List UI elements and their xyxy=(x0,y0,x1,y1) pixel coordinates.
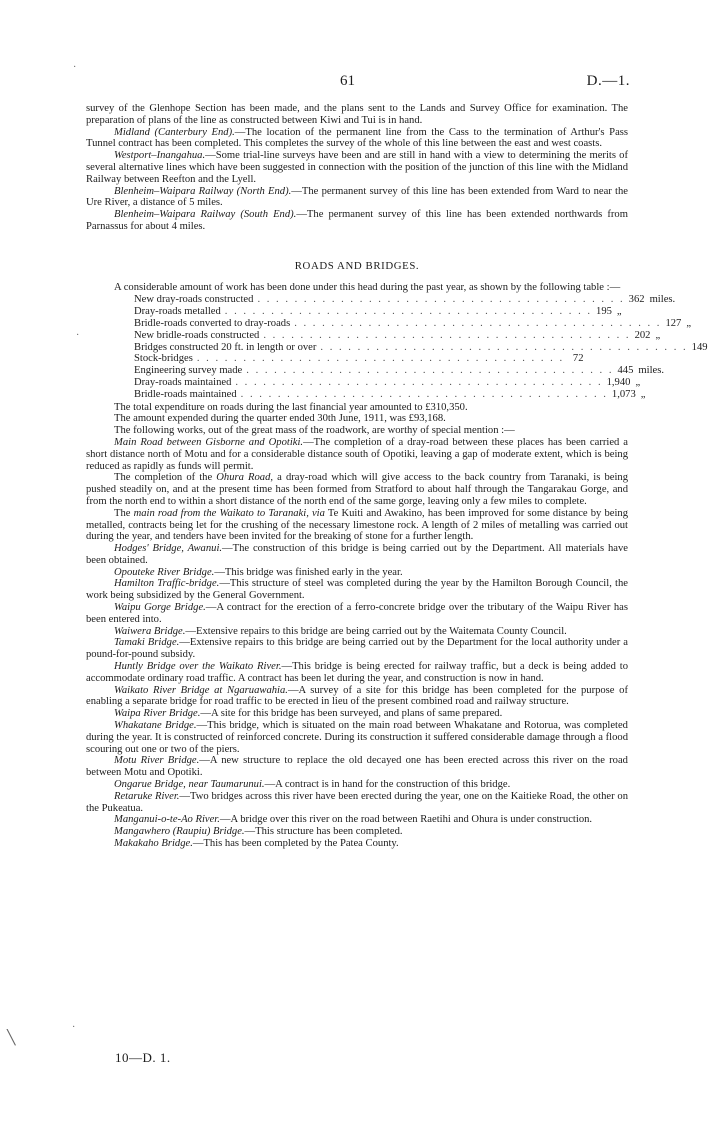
paragraph-italic-heading: Huntly Bridge over the Waikato River. xyxy=(114,661,282,673)
paragraph-text: —A site for this bridge has been surveyed, and plans of same prepared. xyxy=(200,708,503,720)
paragraph-italic-heading: Blenheim–Waipara Railway (South End). xyxy=(114,209,297,221)
row-value: 445 xyxy=(617,365,634,377)
paragraph xyxy=(86,637,628,661)
paragraph xyxy=(86,791,628,815)
paragraph-text: —The completion of a dray-road between these places has been carried a short distance north of Motu and for a considerable distance south of Opotiki, leaving a gap of moderate extent, which is being reduced as rapidly as funds will permit. xyxy=(86,436,629,472)
page-body xyxy=(86,103,708,850)
dot-leader: . . . . . . . . . . . . . . . . . . . . . . . . . . . . . . . . . . . . . . . . xyxy=(294,317,662,329)
paragraph-text: —The permanent survey of this line has been extended from Ward to near the Ure River, a distance of 5 miles. xyxy=(86,185,628,209)
row-label: New bridle-roads constructed xyxy=(134,329,260,341)
dot-leader: . . . . . . . . . . . . . . . . . . . . . . . . . . . . . . . . . . . . . . . . xyxy=(224,306,593,318)
paragraph-text: —A new structure to replace the old decayed one has been erected across this river on the road between Motu and Opotiki. xyxy=(86,755,628,779)
row-label: Bridges constructed 20 ft. in length or over xyxy=(134,341,317,353)
row-value: 72 xyxy=(572,353,584,365)
paragraph xyxy=(86,838,628,850)
paragraph-text: The xyxy=(114,507,134,519)
paragraph xyxy=(86,755,628,779)
dot-leader: . . . . . . . . . . . . . . . . . . . . . . . . . . . . . . . . . . . . . . . . xyxy=(196,353,565,365)
paragraph-italic-heading: Main Road between Gisborne and Opotiki. xyxy=(114,436,304,448)
paragraph-text: —This bridge was finished early in the year. xyxy=(214,566,403,578)
paragraph-text: survey of the Glenhope Section has been made, and the plans sent to the Lands and Survey Office for examination. The preparation of plans of the line as constructed between Kiwi and Tui is in hand. xyxy=(86,103,628,126)
paragraph xyxy=(86,814,628,826)
paragraph xyxy=(86,127,628,151)
row-label: Bridle-roads maintained xyxy=(134,388,237,400)
paragraph-text: —A bridge over this river on the road between Raetihi and Ohura is under construction. xyxy=(219,814,593,826)
paragraph-text: a dray-road which will give access to the back country from Taranaki, is being pushed steadily on, and at the present time has been formed from Stratford to about half through the Tangarakau Gorge, and from the north end to within a short distance of the north end of the same gorge, leaving only a few miles to complete. xyxy=(86,472,629,507)
paragraph-italic-heading: Midland (Canterbury End). xyxy=(114,126,235,138)
row-value: 202 xyxy=(634,329,651,341)
paragraph xyxy=(86,150,628,185)
paragraph-text: —A survey of a site for this bridge has been completed for the purpose of enabling a separate bridge for road traffic to be erected in lieu of the present combined road and railway structure. xyxy=(86,684,628,708)
paragraph-text: The following works, out of the great mass of the roadwork, are worthy of special mention :— xyxy=(114,425,515,437)
paragraph-italic-heading: main road from the Waikato to Taranaki, via xyxy=(133,507,325,519)
paragraph xyxy=(86,413,628,425)
dot-leader: . . . . . . . . . . . . . . . . . . . . . . . . . . . . . . . . . . . . . . . . xyxy=(257,294,625,306)
scan-speck: · xyxy=(73,62,77,73)
paragraph xyxy=(86,720,628,755)
row-label: Bridle-roads converted to dray-roads xyxy=(134,317,291,329)
paragraph-italic-heading: Waiwera Bridge. xyxy=(114,625,186,637)
table-row xyxy=(134,388,646,401)
dot-leader: . . . . . . . . . . . . . . . . . . . . . . . . . . . . . . . . . . . . . . . . xyxy=(235,376,603,388)
row-unit: „ xyxy=(655,329,661,341)
row-unit: miles. xyxy=(638,365,664,377)
paragraph-text: —This has been completed by the Patea County. xyxy=(192,838,399,850)
paragraph xyxy=(86,779,628,791)
paragraph-italic-heading: Tamaki Bridge. xyxy=(114,637,180,649)
paragraph-italic-heading: Waipa River Bridge. xyxy=(114,708,201,720)
paragraph xyxy=(86,602,628,626)
row-value: 1,073 xyxy=(611,388,636,400)
row-unit: „ xyxy=(640,388,646,400)
table-row xyxy=(134,365,664,377)
scan-speck: · xyxy=(72,1022,76,1033)
row-unit: miles. xyxy=(649,294,676,306)
paragraph xyxy=(86,437,628,472)
row-label: Engineering survey made xyxy=(134,365,243,377)
scan-speck: · xyxy=(76,330,80,341)
row-label: Stock-bridges xyxy=(134,353,193,365)
table-row xyxy=(134,329,661,342)
paragraph-italic-heading: Makakaho Bridge. xyxy=(114,838,193,850)
paragraph-text: —This bridge, which is situated on the main road between Whakatane and Rotorua, was completed during the year. It is constructed of reinforced concrete. During its construction it suffered considerable damage through a flood scouring out one or two of the piers. xyxy=(86,720,628,755)
paragraph-italic-heading: Retaruke River. xyxy=(114,790,180,802)
paragraph-italic-heading: Whakatane Bridge. xyxy=(114,720,197,732)
paragraph-text: —This bridge is being erected for railway traffic, but a deck is being added to accommodate ordinary road traffic. A contract has been let during the year, and construction is now in hand. xyxy=(86,661,629,684)
paragraph-text: —Two bridges across this river have been erected during the year, one on the Kaitieke Road, the other on the Pukeatua. xyxy=(86,790,628,814)
paragraph xyxy=(86,626,628,638)
paragraph-text: The completion of the xyxy=(114,472,217,484)
paragraph xyxy=(86,661,628,685)
paragraph: A considerable amount of work has been done under this head during the past year, as shown by the following table :— xyxy=(114,281,621,293)
scan-mark: ╲ xyxy=(7,1031,16,1046)
row-unit: „ xyxy=(686,317,692,329)
paragraph xyxy=(86,209,628,233)
paragraph-text: Te Kuiti and Awakino, has been improved for some distance by being metalled, contracts being let for the crushing of the necessary limestone rock. A length of 2 miles of metalling was carried out during the year, and tenders have been invited for the breaking of stone for a further length. xyxy=(86,507,629,543)
paragraph xyxy=(86,567,628,579)
row-unit: „ xyxy=(616,306,622,318)
paragraph-italic-heading: Hodges' Bridge, Awanui. xyxy=(114,543,223,555)
paragraph-text: —A contract for the erection of a ferro-concrete bridge over the tributary of the Waipu River has been entered into. xyxy=(86,602,629,625)
paragraph-text: —This structure of steel was completed during the year by the Hamilton Borough Council, the work being subsidized by the General Government. xyxy=(86,578,628,602)
table-row xyxy=(134,341,708,354)
paragraph-italic-heading: Manganui-o-te-Ao River. xyxy=(114,814,220,826)
paragraph xyxy=(86,543,628,567)
table-row xyxy=(134,294,676,306)
row-value: 1,940 xyxy=(606,376,631,388)
row-value: 149 xyxy=(691,341,708,353)
paragraph-italic-heading: Blenheim–Waipara Railway (North End). xyxy=(114,185,292,197)
paragraph-text: —Extensive repairs to this bridge are being carried out by the Waitemata County Council. xyxy=(185,625,567,637)
paragraph-text: —This structure has been completed. xyxy=(244,826,403,838)
paragraph-text: —Some trial-line surveys have been and are still in hand with a view to determining the merits of several alternative lines which have been suggested in connection with the position of the junction of this line with the Midland Railway between Reefton and the Lyell. xyxy=(86,150,628,185)
row-value: 195 xyxy=(596,306,612,318)
dot-leader: . . . . . . . . . . . . . . . . . . . . . . . . . . . . . . . . . . . . . . . . xyxy=(240,388,608,400)
paragraph xyxy=(86,103,628,127)
paragraph xyxy=(86,425,628,437)
section-heading: ROADS AND BRIDGES. xyxy=(294,259,420,272)
paragraph xyxy=(86,578,628,602)
paragraph xyxy=(86,826,628,838)
table-row xyxy=(134,376,641,389)
paragraph-text: —A contract is in hand for the construction of this bridge. xyxy=(264,779,511,791)
paragraph-text: —The location of the permanent line from the Cass to the termination of Arthur's Pass Tunnel contract has been completed. This completes the survey of the whole of this line between the east and west coasts. xyxy=(86,126,629,150)
paragraph xyxy=(86,508,628,543)
paragraph-text: The amount expended during the quarter ended 30th June, 1911, was £93,168. xyxy=(114,413,446,425)
paragraph xyxy=(86,186,628,210)
row-value: 362 xyxy=(628,294,645,306)
dot-leader: . . . . . . . . . . . . . . . . . . . . . . . . . . . . . . . . . . . . . . . . xyxy=(263,329,631,341)
table-row xyxy=(134,317,692,330)
paragraph-italic-heading: Waipu Gorge Bridge. xyxy=(114,602,206,614)
paragraph xyxy=(86,685,628,709)
paragraph xyxy=(86,472,628,507)
row-label: Dray-roads maintained xyxy=(134,376,232,388)
paragraph-italic-heading: Mangawhero (Raupiu) Bridge. xyxy=(114,826,245,838)
paragraph-italic-heading: Ongarue Bridge, near Taumarunui. xyxy=(114,779,265,791)
paragraph-italic-heading: Westport–Inangahua. xyxy=(114,150,206,162)
paragraph-italic-heading: Opouteke River Bridge. xyxy=(114,566,215,578)
paragraph-text: —Extensive repairs to this bridge are being carried out by the Department for the local authority under a pound-for-pound subsidy. xyxy=(86,637,628,661)
document-code: D.—1. xyxy=(586,73,630,89)
table-row xyxy=(134,353,606,365)
paragraph-italic-heading: Waikato River Bridge at Ngaruawahia. xyxy=(114,684,288,696)
row-label: New dray-roads constructed xyxy=(134,294,254,306)
dot-leader: . . . . . . . . . . . . . . . . . . . . . . . . . . . . . . . . . . . . . . . . xyxy=(320,341,688,353)
paragraph-italic-heading: Motu River Bridge. xyxy=(114,755,200,767)
table-row xyxy=(134,306,622,318)
works-table xyxy=(134,294,708,400)
paragraph-italic-heading: Hamilton Traffic-bridge. xyxy=(114,578,220,590)
paragraph-italic-heading: Ohura Road, xyxy=(216,472,274,484)
paragraph-text: —The permanent survey of this line has been extended northwards from Parnassus for about 4 miles. xyxy=(86,209,628,232)
row-label: Dray-roads metalled xyxy=(134,306,221,318)
row-value: 127 xyxy=(665,317,682,329)
row-unit: „ xyxy=(635,376,641,388)
paragraph-text: —The construction of this bridge is being carried out by the Department. All materials have been obtained. xyxy=(86,543,628,566)
page-number: 61 xyxy=(340,73,355,89)
paragraph xyxy=(86,402,628,414)
dot-leader: . . . . . . . . . . . . . . . . . . . . . . . . . . . . . . . . . . . . . . . . xyxy=(246,365,614,377)
paragraph xyxy=(86,708,628,720)
footer-sheet-code: 10—D. 1. xyxy=(115,1050,171,1065)
paragraph-text: The total expenditure on roads during the last financial year amounted to £310,350. xyxy=(114,401,468,413)
